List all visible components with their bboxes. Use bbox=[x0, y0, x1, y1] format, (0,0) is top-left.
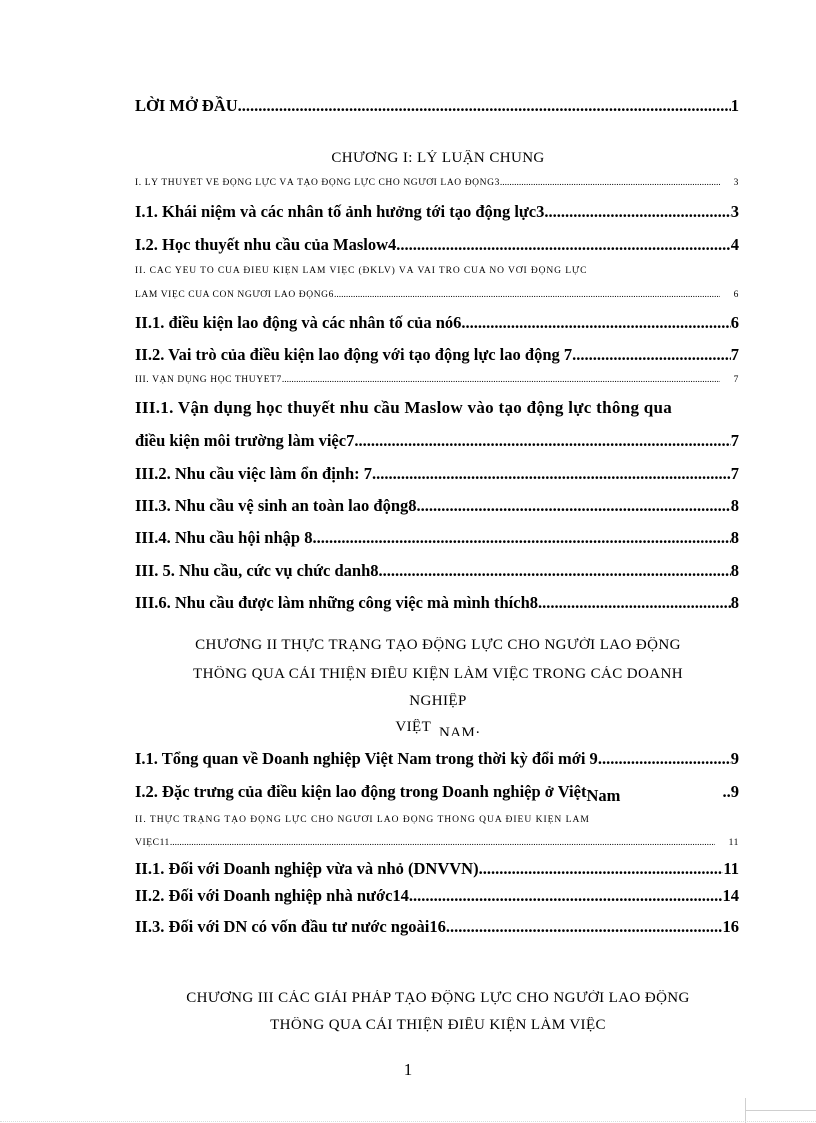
chapter-2-heading-line4 bbox=[120, 719, 756, 736]
toc-entry-ch1-III4[interactable] bbox=[135, 528, 739, 548]
toc-entry-ch1-II1[interactable] bbox=[135, 313, 739, 333]
toc-entry-ch1-III3[interactable] bbox=[135, 496, 739, 516]
toc-entry-ch1-III5[interactable] bbox=[135, 561, 739, 581]
toc-entry-ch1-III2[interactable] bbox=[135, 464, 739, 484]
toc-leader-dots bbox=[538, 593, 731, 613]
toc-entry-page: 9 bbox=[730, 749, 739, 768]
page-number: 1 bbox=[403, 1060, 413, 1079]
toc-entry-title: LỜI MỞ ĐẦU bbox=[135, 96, 238, 115]
toc-entry-title: I. LÝ THUYẾT VỀ ĐỘNG LỰC VÀ TẠO ĐỘNG LỰC CHO NGƯỜI LAO ĐỘNG3 bbox=[135, 178, 500, 188]
chapter-2-heading-line2: THÔNG QUA CẢI THIỆN ĐIỀU KIỆN LÀM VIỆC TRONG CÁC DOANH bbox=[193, 666, 683, 682]
toc-leader-dots bbox=[379, 561, 731, 581]
toc-entry-title: II.1. điều kiện lao động và các nhân tố của nó6 bbox=[135, 313, 462, 332]
toc-leader-dots bbox=[409, 886, 723, 906]
toc-entry-ch2-II3[interactable] bbox=[135, 917, 739, 937]
toc-leader-dots bbox=[354, 431, 730, 451]
toc-entry-ch2-II1[interactable] bbox=[135, 859, 739, 879]
toc-leader-dots bbox=[544, 202, 730, 222]
toc-entry-ch2-I2[interactable] bbox=[135, 782, 739, 802]
toc-entry-page: 14 bbox=[722, 886, 739, 905]
toc-entry-ch1-III[interactable] bbox=[135, 375, 739, 385]
toc-entry-page: 7 bbox=[730, 464, 739, 483]
chapter-2-heading-word-low: NAM· bbox=[439, 725, 481, 736]
chapter-1-heading: CHƯƠNG I: LÝ LUẬN CHUNG bbox=[331, 150, 545, 166]
toc-entry-page: 7 bbox=[730, 431, 739, 450]
toc-entry-ch1-II-line2[interactable] bbox=[135, 290, 739, 300]
toc-leader-dots bbox=[170, 838, 715, 848]
toc-entry-title: II.2. Đối với Doanh nghiệp nhà nước14 bbox=[135, 886, 409, 905]
toc-entry-title: II.1. Đối với Doanh nghiệp vừa và nhỏ (DNVVN) bbox=[135, 859, 479, 878]
toc-entry-title: I.1. Tổng quan về Doanh nghiệp Việt Nam trong thời kỳ đổi mới 9 bbox=[135, 749, 598, 768]
toc-entry-page: ..9 bbox=[722, 782, 739, 801]
chapter-2-heading-word: VIỆT bbox=[395, 719, 431, 735]
toc-entry-ch1-II-line1[interactable]: II. CÁC YẾU TỐ CỦA ĐIỀU KIỆN LÀM VIỆC (ĐKLV) VÀ VAI TRÒ CỦA NÓ VỚI ĐỘNG LỰC bbox=[135, 266, 588, 276]
toc-entry-ch1-III1-line1[interactable]: III.1. Vận dụng học thuyết nhu cầu Maslow vào tạo động lực thông qua bbox=[135, 398, 673, 417]
chapter-3-heading-line1: CHƯƠNG III CÁC GIẢI PHÁP TẠO ĐỘNG LỰC CHO NGƯỜI LAO ĐỘNG bbox=[186, 990, 690, 1006]
toc-entry-ch2-II-line1[interactable]: II. THỰC TRẠNG TẠO ĐỘNG LỰC CHO NGƯỜI LAO ĐỘNG THÔNG QUA ĐIỀU KIỆN LÀM bbox=[135, 815, 590, 825]
chapter-3-heading-line2: THÔNG QUA CẢI THIỆN ĐIỀU KIỆN LÀM VIỆC bbox=[270, 1017, 606, 1033]
toc-entry-title: I.1. Khái niệm và các nhân tố ảnh hưởng tới tạo động lực3 bbox=[135, 202, 545, 221]
toc-entry-page: 6 bbox=[730, 313, 739, 332]
toc-leader-dots bbox=[572, 345, 731, 365]
toc-entry-title-low: Nam bbox=[586, 786, 621, 802]
toc-entry-page: 7 bbox=[730, 345, 739, 364]
toc-leader-dots bbox=[446, 917, 723, 937]
toc-entry-page: 4 bbox=[730, 235, 739, 254]
toc-leader-dots bbox=[598, 749, 731, 769]
toc-entry-page: 11 bbox=[728, 838, 739, 848]
toc-leader-dots bbox=[334, 290, 720, 300]
toc-leader-dots bbox=[312, 528, 730, 548]
toc-entry-page: 3 bbox=[730, 202, 739, 221]
toc-entry-title: III. VẬN DỤNG HỌC THUYẾT7 bbox=[135, 375, 282, 385]
toc-entry-title: III.3. Nhu cầu vệ sinh an toàn lao động8 bbox=[135, 496, 417, 515]
toc-entry-ch1-I[interactable] bbox=[135, 178, 739, 188]
toc-entry-ch1-I1[interactable] bbox=[135, 202, 739, 222]
toc-leader-dots bbox=[396, 235, 730, 255]
toc-leader-dots bbox=[282, 375, 720, 385]
toc-entry-title: VIỆC11 bbox=[135, 838, 170, 848]
toc-entry-intro[interactable] bbox=[135, 96, 739, 116]
toc-entry-title: điều kiện môi trường làm việc7 bbox=[135, 431, 355, 450]
toc-leader-dots bbox=[238, 96, 731, 116]
corner-mark-horizontal bbox=[745, 1110, 816, 1111]
toc-entry-ch1-III6[interactable] bbox=[135, 593, 739, 613]
toc-leader-dots bbox=[372, 464, 731, 484]
toc-entry-title: I.2. Học thuyết nhu cầu của Maslow4 bbox=[135, 235, 397, 254]
chapter-2-heading-line1: CHƯƠNG II THỰC TRẠNG TẠO ĐỘNG LỰC CHO NGƯỜI LAO ĐỘNG bbox=[195, 637, 681, 653]
toc-entry-page: 6 bbox=[733, 290, 739, 300]
toc-entry-title: III.4. Nhu cầu hội nhập 8 bbox=[135, 528, 313, 547]
toc-entry-page: 7 bbox=[733, 375, 739, 385]
toc-entry-page: 8 bbox=[730, 561, 739, 580]
toc-entry-ch1-III1-line2[interactable] bbox=[135, 431, 739, 451]
toc-leader-dots bbox=[479, 859, 724, 879]
toc-entry-page: 11 bbox=[723, 859, 739, 878]
toc-entry-title: LÀM VIỆC CỦA CON NGƯỜI LAO ĐỘNG6 bbox=[135, 290, 334, 300]
toc-leader-dots bbox=[461, 313, 730, 333]
toc-entry-page: 8 bbox=[730, 528, 739, 547]
toc-entry-ch2-I1[interactable] bbox=[135, 749, 739, 769]
toc-entry-page: 16 bbox=[722, 917, 739, 936]
toc-entry-page: 8 bbox=[730, 593, 739, 612]
toc-entry-title: I.2. Đặc trưng của điều kiện lao động trong Doanh nghiệp ở Việt bbox=[135, 782, 587, 801]
toc-entry-page: 1 bbox=[730, 96, 739, 115]
chapter-2-heading-line3: NGHIỆP bbox=[409, 693, 467, 709]
toc-entry-title: II.2. Vai trò của điều kiện lao động với tạo động lực lao động 7 bbox=[135, 345, 573, 364]
toc-entry-title: III. 5. Nhu cầu, cức vụ chức danh8 bbox=[135, 561, 379, 580]
toc-entry-title: III.6. Nhu cầu được làm những công việc mà mình thích8 bbox=[135, 593, 538, 612]
toc-entry-ch2-II2[interactable] bbox=[135, 886, 739, 906]
toc-entry-title: II.3. Đối với DN có vốn đầu tư nước ngoài16 bbox=[135, 917, 446, 936]
toc-entry-title: III.2. Nhu cầu việc làm ổn định: 7 bbox=[135, 464, 373, 483]
toc-leader-dots bbox=[417, 496, 731, 516]
toc-entry-ch2-II-line2[interactable] bbox=[135, 838, 739, 848]
toc-entry-page: 8 bbox=[730, 496, 739, 515]
toc-entry-ch1-II2[interactable] bbox=[135, 345, 739, 365]
toc-entry-page: 3 bbox=[733, 178, 739, 188]
corner-mark-vertical bbox=[745, 1098, 746, 1123]
toc-entry-ch1-I2[interactable] bbox=[135, 235, 739, 255]
toc-leader-dots bbox=[500, 178, 720, 188]
